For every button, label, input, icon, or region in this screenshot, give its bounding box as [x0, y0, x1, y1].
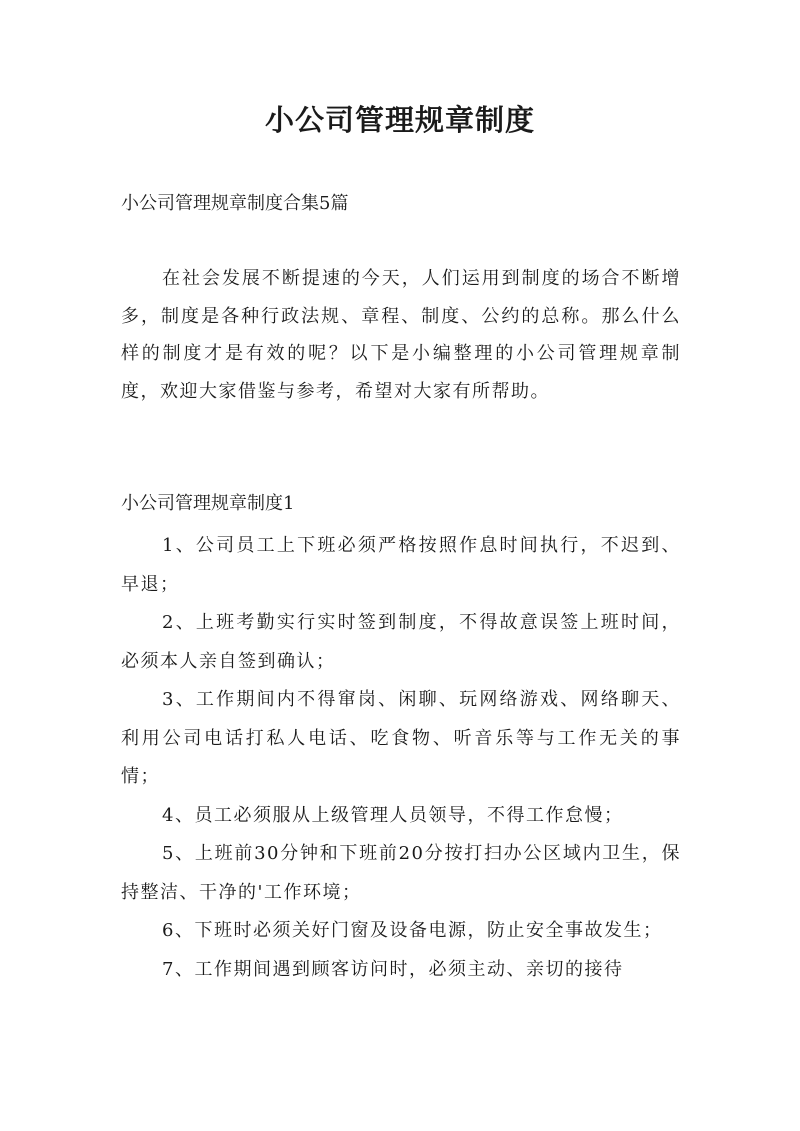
rule-item: 7、工作期间遇到顾客访问时，必须主动、亲切的接待 — [162, 958, 624, 980]
document-subtitle: 小公司管理规章制度合集5篇 — [121, 193, 349, 214]
rule-item: 1、公司员工上下班必须严格按照作息时间执行，不迟到、早退； — [121, 535, 681, 595]
rules-list — [121, 527, 681, 989]
rule-item: 3、工作期间内不得窜岗、闲聊、玩网络游戏、网络聊天、利用公司电话打私人电话、吃食物、听音乐等与工作无关的事情； — [121, 689, 681, 787]
page-title: 小公司管理规章制度 — [264, 103, 535, 137]
rule-item: 6、下班时必须关好门窗及设备电源，防止安全事故发生； — [162, 920, 663, 941]
rule-item: 5、上班前30分钟和下班前20分按打扫办公区域内卫生，保持整洁、干净的'工作环境； — [121, 843, 681, 903]
rule-item: 2、上班考勤实行实时签到制度，不得故意误签上班时间，必须本人亲自签到确认； — [121, 612, 681, 672]
rule-item: 4、员工必须服从上级管理人员领导，不得工作怠慢； — [162, 804, 624, 826]
intro-paragraph: 在社会发展不断提速的今天，人们运用到制度的场合不断增多，制度是各种行政法规、章程、制度、公约的总称。那么什么样的制度才是有效的呢？以下是小编整理的小公司管理规章制度，欢迎大家借鉴与参考，希望对大家有所帮助。 — [121, 268, 681, 402]
section-heading: 小公司管理规章制度1 — [121, 493, 295, 514]
